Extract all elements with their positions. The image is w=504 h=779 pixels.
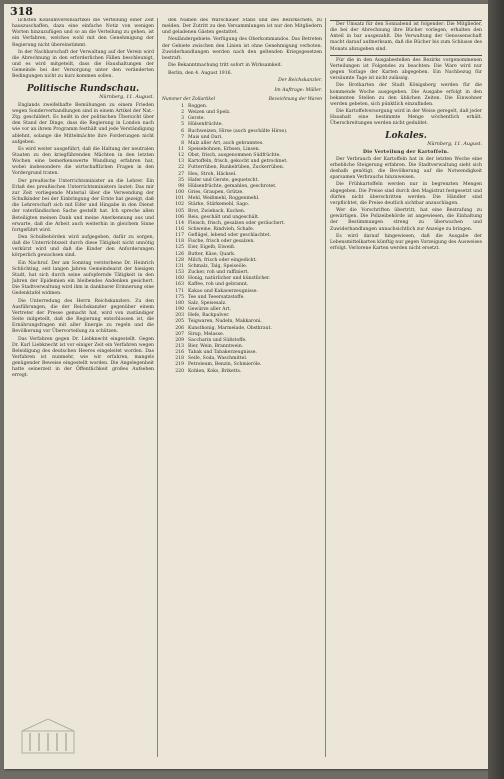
page-number: 318 — [10, 5, 33, 18]
goods-item-number: 209 — [175, 337, 184, 343]
goods-list-header — [162, 97, 322, 103]
goods-item-number: 207 — [175, 331, 184, 337]
goods-item-number: 160 — [175, 276, 184, 282]
goods-item-text: Stärke, Stärkemehl, Sago. — [188, 202, 250, 208]
column-left — [12, 18, 154, 757]
goods-item-number: 175 — [175, 294, 184, 300]
goods-item-number: 163 — [175, 282, 184, 288]
signature-name: Im Auftrage: Müller. — [274, 87, 322, 93]
paragraph: Es wird weiter ausgeführt, daß die Haltung der neutralen Staaten zu den kriegführenden Mächten in den letzten Wochen eine bemerkenswerte Wandlung erfahren hat, wobei insbesondere die wirtschaftlichen Fragen in den Vordergrund traten. — [12, 146, 154, 177]
goods-item-text: Eier, Eigelb, Eiweiß. — [188, 245, 236, 251]
notice-text: Der Umsatz für den Sonnabend ist folgender: Die Mitglieder, die bei der Abrechnung ihre Bücher vorlegen, erhalten den Anteil in bar ausgezahlt. Die Verwaltung der Genossenschaft macht darauf aufmerksam, daß die Bücher bis zum Schlusse des Monats abzugeben sind. — [330, 22, 482, 52]
goods-item-number: 13 — [178, 159, 184, 165]
section-title-local: Lokales. — [385, 130, 427, 141]
column-divider — [325, 18, 326, 757]
goods-item-text: Speisebohnen, Erbsen, Linsen. — [188, 146, 260, 152]
goods-item-number: 8 — [181, 140, 184, 146]
goods-item-text: Fleisch, frisch, gesalzen oder geräuchert. — [188, 220, 285, 226]
goods-item-text: Tee und Teeersatzstoffe. — [188, 294, 245, 300]
paragraph: Das Verfahren gegen Dr. Liebknecht eingestellt. Gegen Dr. Karl Liebknecht ist vor einiger Zeit ein Verfahren wegen Beleidigung des deutschen Heeres eingeleitet worden. Das Verfahren ist nunmehr, wie wir erfahren, mangels genügender Beweise eingestellt worden. Die Angelegenheit hatte seinerzeit in der Öffentlichkeit großes Aufsehen erregt. — [12, 336, 154, 379]
goods-item-number: 125 — [175, 245, 184, 251]
goods-item-text: Honig, natürlicher und künstlicher. — [188, 276, 271, 282]
goods-item-number: 35 — [178, 177, 184, 183]
goods-item-text: Geflügel, lebend oder geschlachtet. — [188, 233, 271, 239]
paragraph: Wer die Vorschriften übertritt, hat eine Bestrafung zu gewärtigen. Die Polizeibehörde ist angewiesen, die Einhaltung der Bestimmungen streng zu überwachen und Zuwiderhandlungen unnachsichtlich zur Anzeige zu bringen. — [330, 208, 482, 232]
goods-item-text: Kohlen, Koks, Briketts. — [188, 368, 242, 374]
goods-item-number: 5 — [181, 122, 184, 128]
goods-item-number: 118 — [175, 239, 184, 245]
column-divider — [157, 18, 158, 757]
goods-item-text: Teigwaren, Nudeln, Makkaroni. — [188, 319, 262, 325]
goods-item-text: Gries, Graupen, Grütze. — [188, 190, 244, 196]
goods-item-number: 171 — [175, 288, 184, 294]
goods-item-text: Gerste. — [188, 116, 205, 122]
paragraph: Die Brotkarten der Stadt Königsberg werden für die kommende Woche ausgegeben. Die Ausgabe erfolgt in den bekannten Stellen zu den üblichen Zeiten. Die Einwohner werden gebeten, sich pünktlich einzufinden. — [330, 83, 482, 107]
goods-item-number: 22 — [178, 165, 184, 171]
goods-item-text: Schmalz, Talg, Speiseöle. — [188, 263, 248, 269]
goods-item-text: Buchweizen, Hirse (auch geschälte Hirse). — [188, 128, 288, 134]
goods-item-number: 106 — [175, 214, 184, 220]
goods-item-text: Seife, Soda, Waschmittel. — [188, 356, 248, 362]
goods-item-text: Hafer und Gerste, gequetscht. — [188, 177, 259, 183]
goods-item-text: Roggen. — [188, 103, 208, 109]
goods-item-text: Mais und Dari. — [188, 134, 223, 140]
goods-item-text: Reis, geschält und ungeschält. — [188, 214, 260, 220]
goods-item-text: Kunsthonig, Marmelade, Obstkraut. — [188, 325, 272, 331]
goods-item-text: Sirup, Melasse. — [188, 331, 225, 337]
goods-item-number: 206 — [175, 325, 184, 331]
goods-item-text: Saccharin und Süßstoffe. — [188, 337, 247, 343]
goods-item-text: Milch, frisch oder eingedickt. — [188, 257, 257, 263]
goods-item-text: Hülsenfrüchte. — [188, 122, 223, 128]
paragraph: Neuländergebiete. Verfügung des Oberkommandos. Das Betreten der Gebiete zwischen den Linien ist ohne Genehmigung verboten. Zuwiderhandlungen werden nach den geltenden Kriegsgesetzen bestraft. — [162, 37, 322, 61]
section-dateline: Nürnberg, 11. August. — [427, 141, 482, 147]
paragraph: Ein Nachruf. Der am Sonntag verstorbene Dr. Heinrich Schlichting, seit langen Jahren Gemeindearzt der hiesigen Stadt, hat sich durch seine aufopfernde Tätigkeit in den Jahren der Epidemien ein bleibendes Andenken gesichert. Die Stadtverwaltung wird ihm in dankbarer Erinnerung eine Gedenktafel widmen. — [12, 260, 154, 297]
goods-item-number: 203 — [175, 313, 184, 319]
goods-item-number: 126 — [175, 251, 184, 257]
goods-item-number: 2 — [181, 110, 184, 116]
goods-item-number: 117 — [175, 233, 184, 239]
goods-item-text: Zucker, roh und raffiniert. — [188, 270, 249, 276]
goods-list-item — [162, 369, 322, 375]
goods-item-number: 102 — [175, 202, 184, 208]
newspaper-page — [4, 4, 488, 769]
goods-item-number: 218 — [175, 356, 184, 362]
goods-item-number: 205 — [175, 319, 184, 325]
paragraph: Es wird darauf hingewiesen, daß die Ausgabe der Lebensmittelkarten künftig nur gegen Vorzeigung des Ausweises erfolgt. Verlorene Karten werden nicht ersetzt. — [330, 233, 482, 251]
goods-item-number: 213 — [175, 343, 184, 349]
goods-item-number: 7 — [181, 134, 184, 140]
dateline: Berlin, den 4. August 1916. — [168, 71, 233, 77]
paragraph: den Namen des Warschauer Stabs und des Bezirkschefs, zu melden. Der Zutritt zu den Versammlungen ist nur den Mitgliedern und geladenen Gästen gestattet. — [162, 18, 322, 36]
goods-item-text: Kartoffeln, frisch, gekocht und getrocknet. — [188, 159, 288, 165]
goods-item-number: 220 — [175, 368, 184, 374]
sub-heading: Die Verteilung der Kartoffeln. — [362, 149, 450, 155]
goods-item-number: 128 — [175, 257, 184, 263]
paragraph: Der preußische Unterrichtsminister an die Lehrer. Ein Erlaß des preußischen Unterrichtsministers lautet: Das mir zur Zeit vorliegende Material über die Verwendung der Schulkinder bei der Einbringung der Ernte hat gezeigt, daß die Lehrerschaft sich mit Eifer und Hingabe in den Dienst der vaterländischen Sache gestellt hat. Ich spreche allen Beteiligten meinen Dank und meine Anerkennung aus und erwarte, daß die Arbeit auch weiterhin in gleichem Sinne fortgeführt wird. — [12, 178, 154, 233]
goods-item-number: 3 — [181, 116, 184, 122]
paragraph: Den Schulbehörden wird aufgegeben, dafür zu sorgen, daß die Unterrichtszeit durch diese Tätigkeit nicht unnötig verkürzt wird und daß die Kinder den Anforderungen körperlich gewachsen sind. — [12, 235, 154, 259]
goods-item-text: Brot, Zwieback, Kuchen. — [188, 208, 246, 214]
goods-item-number: 153 — [175, 270, 184, 276]
goods-item-number: 101 — [175, 196, 184, 202]
paragraph: lichsten Konsumvereinsartikel die Verteilung einer Zeit hauszuschaffen, dazu eine einfache Notiz von wenigen Worten hinzuzufügen und so an die Verteilung zu gehen, ist ein Verfahren, welches wohl mit den Genehmigung der Regierung nicht übereinstimmt. — [12, 18, 154, 48]
goods-item-number: 27 — [178, 171, 184, 177]
list-head-number: Nummer der Zollartikel — [162, 96, 216, 102]
goods-item-text: Petroleum, Benzin, Schmieröle. — [188, 362, 262, 368]
column-middle — [162, 18, 322, 757]
section-title-politics: Politische Rundschau. — [26, 83, 140, 94]
goods-item-number: 131 — [175, 263, 184, 269]
goods-item-text: Malz aller Art, auch gebranntes. — [188, 140, 264, 146]
signature-title: Der Reichskanzler. — [278, 78, 322, 84]
goods-item-number: 1 — [181, 103, 184, 109]
paragraph: Für die in den Ausgabestellen des Bezirks vorgenommenen Verteilungen ist Folgendes zu beachten: Die Ware wird nur gegen Vorlage der Karten abgegeben. Ein Nachbezug für versäumte Tage ist nicht zulässig. — [330, 57, 482, 82]
goods-item-number: 116 — [175, 227, 184, 232]
goods-item-text: Salz, Speisesalz. — [188, 300, 227, 306]
goods-item-text: Butter, Käse, Quark. — [188, 251, 236, 257]
goods-item-number: 219 — [175, 362, 184, 368]
goods-item-number: 105 — [175, 208, 184, 214]
goods-item-number: 180 — [175, 300, 184, 306]
goods-item-text: Heu, Stroh, Häcksel. — [188, 171, 237, 177]
goods-item-text: Mehl, Weißmehl, Roggenmehl. — [188, 196, 260, 202]
goods-item-text: Hefe, Backpulver. — [188, 313, 230, 319]
goods-item-text: Bier, Wein, Branntwein. — [188, 343, 244, 349]
goods-item-text: Schweine, Rindvieh, Schafe. — [188, 227, 255, 232]
goods-item-number: 100 — [175, 190, 184, 196]
paragraph: Der Verbrauch der Kartoffeln hat in der letzten Woche eine erhebliche Steigerung erfahren. Die Stadtverwaltung sieht sich deshalb genötigt, die Bevölkerung auf die Notwendigkeit sparsamen Verbrauchs hinzuweisen. — [330, 156, 482, 181]
goods-item-text: Obst, frisch, ausgenommen Südfrüchte. — [188, 153, 281, 159]
paragraph: Die Unterredung des Herrn Reichskanzlers. Zu den Ausführungen, die der Reichskanzler gegenüber einem Vertreter der Presse gemacht hat, wird von zuständiger Seite mitgeteilt, daß die Regierung entschlossen ist, die Ernährungsfragen mit aller Energie zu regeln und die Bevölkerung vor Übervorteilung zu schützen. — [12, 298, 154, 335]
goods-item-text: Gewürze aller Art. — [188, 307, 231, 313]
paragraph: Die Kartoffelversorgung wird in der Weise geregelt, daß jeder Haushalt eine bestimmte Menge wöchentlich erhält. Überschreitungen werden nicht geduldet. — [330, 109, 482, 127]
book-spine — [488, 0, 504, 779]
goods-item-text: Weizen und Spelz. — [188, 110, 231, 116]
paragraph: In der Nachbarschaft der Verwaltung auf der Verein wird die Abrechnung in den erforderlichen Fällen beschleunigt, und es wird mitgeteilt, dass die Haushaltungen der Gemeinde bei der Versorgung unter den veränderten Bedingungen nicht zu kurz kommen sollen. — [12, 49, 154, 80]
library-stamp-icon — [20, 717, 76, 755]
goods-item-text: Kaffee, roh und gebrannt. — [188, 282, 249, 288]
paragraph: Die Frühkartoffeln werden nur in begrenzten Mengen abgegeben. Die Preise sind durch den Magistrat festgesetzt und dürfen nicht überschritten werden. Die Händler sind verpflichtet, die Preise deutlich sichtbar anzuschlagen. — [330, 182, 482, 206]
goods-list — [162, 104, 322, 375]
list-head-goods: Bezeichnung der Waren — [268, 96, 322, 102]
column-right — [330, 18, 482, 757]
goods-item-number: 216 — [175, 350, 184, 356]
notice-box — [330, 20, 482, 56]
goods-item-number: 98 — [178, 183, 184, 189]
goods-item-text: Fische, frisch oder gesalzen. — [188, 239, 255, 245]
goods-item-number: 12 — [178, 153, 184, 159]
goods-item-text: Futterrüben, Runkelrüben, Zuckerrüben. — [188, 165, 285, 171]
goods-item-text: Hülsenfrüchte, gemahlen, geschrotet. — [188, 183, 277, 189]
goods-item-number: 114 — [175, 220, 184, 226]
paragraph: Die Bekanntmachung tritt sofort in Wirksamkeit. — [168, 63, 283, 69]
goods-item-number: 6 — [181, 128, 184, 134]
goods-item-number: 190 — [175, 307, 184, 313]
paragraph: Englands zweifelhafte Bemühungen zu einem Frieden wegen Sonderverhandlungen sind in einem Artikel der Nat.-Ztg. geschildert. Es heißt in der politischen Übersicht über den Stand der Dinge, dass die Regierung in London nach wie vor an ihrem Programm festhält und jede Verständigung ablehnt, solange die Mittelmächte ihre Forderungen nicht aufgeben. — [12, 102, 154, 145]
goods-item-text: Tabak und Tabakerzeugnisse. — [188, 350, 257, 356]
section-dateline: Nürnberg, 11. August. — [99, 94, 154, 100]
goods-item-number: 11 — [178, 146, 184, 152]
goods-item-text: Kakao und Kakaoerzeugnisse. — [188, 288, 258, 294]
